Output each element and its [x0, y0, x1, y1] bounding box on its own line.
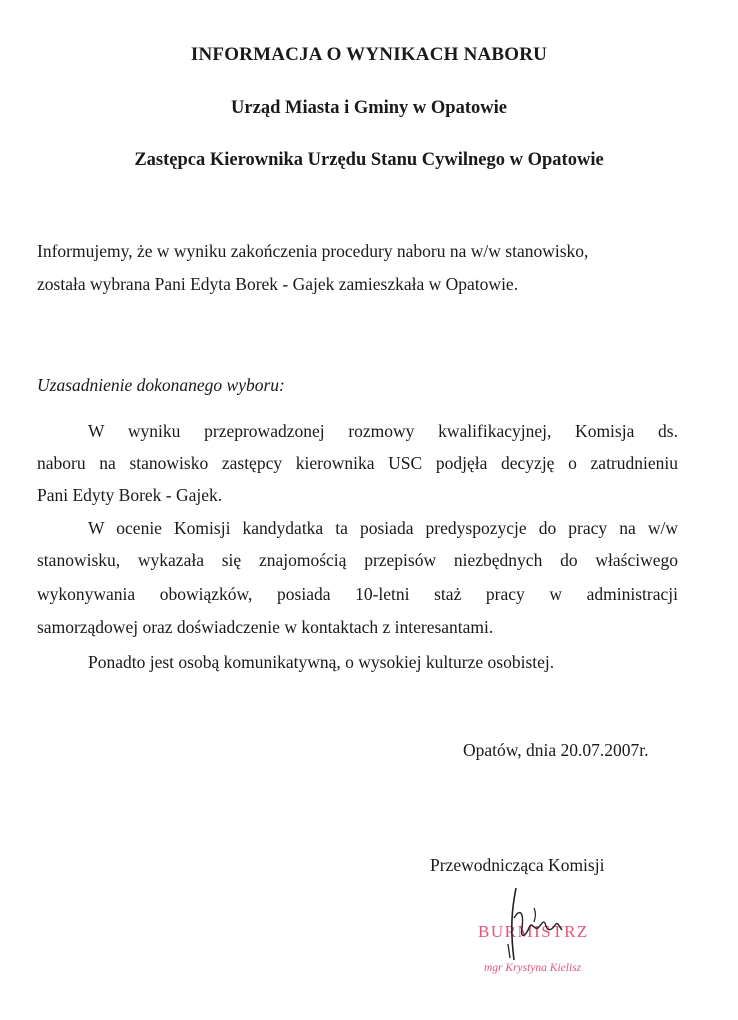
paragraph2-line-1: W ocenie Komisji kandydatka ta posiada predyspozycje do pracy na w/w [88, 518, 678, 538]
date-line: Opatów, dnia 20.07.2007r. [463, 740, 649, 760]
intro-line-2: została wybrana Pani Edyta Borek - Gajek zamieszkała w Opatowie. [37, 274, 519, 294]
paragraph1-line-2: naboru na stanowisko zastępcy kierownika USC podjęła decyzję o zatrudnieniu [37, 453, 678, 473]
position-name: Zastępca Kierownika Urzędu Stanu Cywilnego w Opatowie [134, 150, 604, 170]
justification-heading: Uzasadnienie dokonanego wyboru: [37, 375, 285, 395]
paragraph2-line-3: wykonywania obowiązków, posiada 10-letni staż pracy w administracji [37, 584, 678, 604]
document-title: INFORMACJA O WYNIKACH NABORU [190, 44, 548, 65]
stamp-title: BURMISTRZ [478, 922, 589, 941]
handwritten-signature [490, 878, 580, 968]
paragraph2-line-4: samorządowej oraz doświadczenie w kontaktach z interesantami. [37, 617, 494, 637]
paragraph3: Ponadto jest osobą komunikatywną, o wysokiej kulturze osobistej. [88, 652, 555, 672]
paragraph2-line-2: stanowisku, wykazała się znajomością przepisów niezbędnych do właściwego [37, 550, 678, 570]
stamp-name: mgr Krystyna Kielisz [484, 962, 582, 974]
intro-line-1: Informujemy, że w wyniku zakończenia procedury naboru na w/w stanowisko, [37, 241, 589, 261]
paragraph1-line-1: W wyniku przeprowadzonej rozmowy kwalifikacyjnej, Komisja ds. [88, 421, 678, 441]
signatory-role: Przewodnicząca Komisji [430, 855, 605, 875]
office-name: Urząd Miasta i Gminy w Opatowie [231, 98, 507, 118]
paragraph1-line-3: Pani Edyty Borek - Gajek. [37, 485, 223, 505]
